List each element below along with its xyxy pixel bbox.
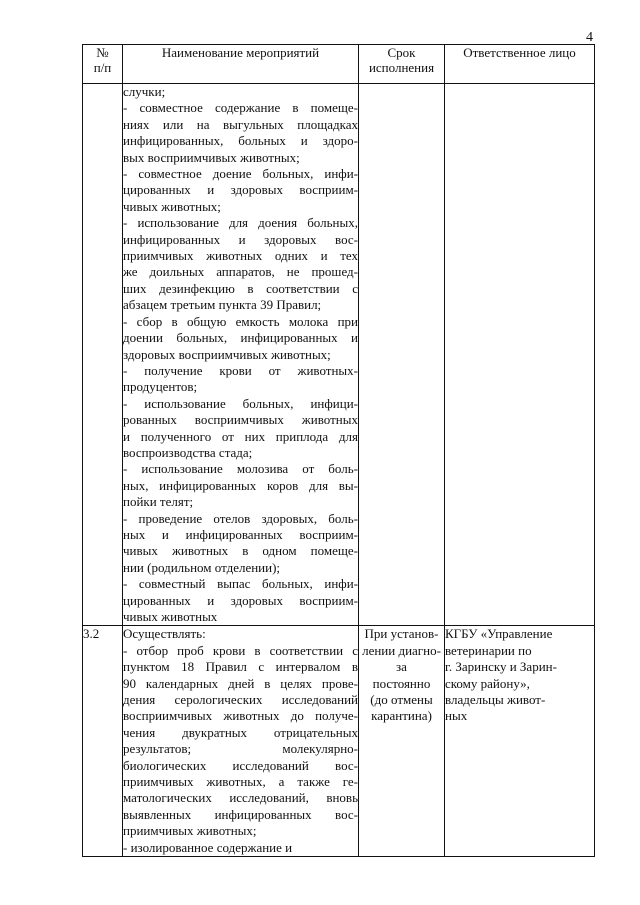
text-line: чения двукратных отрицательных xyxy=(123,724,358,740)
measures-table xyxy=(82,44,595,857)
text-line: - изолированное содержание и xyxy=(123,839,293,855)
text-line: воспроизводства стада; xyxy=(123,444,253,460)
text-line: вых восприимчивых животных; xyxy=(123,149,300,165)
row-term xyxy=(359,84,445,626)
text-line: постоянно xyxy=(372,675,431,691)
text-line: - использование больных, инфици- xyxy=(123,395,358,411)
text-line: пунктом 18 Правил с интервалом в xyxy=(123,659,358,675)
text-line: за xyxy=(396,659,407,675)
text-line: владельцы живот- xyxy=(445,692,546,708)
text-line: цированных и здоровых восприим- xyxy=(123,182,358,198)
text-line: КГБУ «Управление xyxy=(445,626,553,642)
text-line: г. Заринску и Зарин- xyxy=(445,659,557,675)
table-header-row xyxy=(83,45,595,84)
text-line: ниях или на выгульных площадках xyxy=(123,116,358,132)
row-number xyxy=(83,84,123,626)
text-line: ных xyxy=(445,708,468,724)
text-line: абзацем третьим пункта 39 Правил; xyxy=(123,297,322,313)
row-term xyxy=(359,626,445,857)
text-line: - получение крови от животных- xyxy=(123,362,358,378)
text-line: пойки телят; xyxy=(123,494,194,510)
text-line: же доильных аппаратов, не прошед- xyxy=(123,264,358,280)
text-line: рованных восприимчивых животных xyxy=(123,412,358,428)
text-line: - совместный выпас больных, инфи- xyxy=(123,576,358,592)
text-line: При установ- xyxy=(364,626,439,642)
text-line: - отбор проб крови в соответствии с xyxy=(123,642,358,658)
text-line: и полученного от них приплода для xyxy=(123,428,358,444)
text-line: скому району», xyxy=(445,675,530,691)
row-number: 3.2 xyxy=(83,626,123,857)
text-line: - сбор в общую емкость молока при xyxy=(123,313,358,329)
text-line: здоровых восприимчивых животных; xyxy=(123,346,331,362)
text-line: выявленных инфицированных вос- xyxy=(123,806,358,822)
text-line: - проведение отелов здоровых, боль- xyxy=(123,510,358,526)
row-measure-text xyxy=(123,626,359,857)
text-line: - совместное содержание в помеще- xyxy=(123,100,358,116)
text-line: результатов; молекулярно- xyxy=(123,741,358,757)
text-line: чивых животных в одном помеще- xyxy=(123,543,358,559)
text-line: ветеринарии по xyxy=(445,642,532,658)
text-line: матологических исследований, вновь xyxy=(123,790,358,806)
text-line: приимчивых животных, а также ге- xyxy=(123,774,358,790)
text-line: цированных и здоровых восприим- xyxy=(123,592,358,608)
table-row xyxy=(83,84,595,626)
text-line: приимчивых животных; xyxy=(123,823,257,839)
text-line: (до отмены xyxy=(370,692,433,708)
row-responsible xyxy=(445,84,595,626)
header-term: Срок исполнения xyxy=(359,45,445,84)
header-name: Наименование мероприятий xyxy=(123,45,359,84)
text-line: - совместное доение больных, инфи- xyxy=(123,166,358,182)
text-line: приимчивых животных одних и тех xyxy=(123,248,358,264)
row-responsible xyxy=(445,626,595,857)
text-line: инфицированных, больных и здоро- xyxy=(123,133,358,149)
text-line: доении больных, инфицированных и xyxy=(123,330,358,346)
text-line: лении диагно- xyxy=(362,642,441,658)
text-line: нии (родильном отделении); xyxy=(123,559,281,575)
text-line: чивых животных xyxy=(123,609,218,624)
header-num: № п/п xyxy=(83,45,123,84)
text-line: биологических исследований вос- xyxy=(123,757,358,773)
text-line: - использование молозива от боль- xyxy=(123,461,358,477)
table-row xyxy=(83,626,595,857)
text-line: 90 календарных дней в целях прове- xyxy=(123,675,358,691)
text-line: ших дезинфекцию в соответствии с xyxy=(123,280,358,296)
text-line: восприимчивых животных до получе- xyxy=(123,708,358,724)
text-line: продуцентов; xyxy=(123,379,198,395)
header-responsible: Ответственное лицо xyxy=(445,45,595,84)
text-line: чивых животных; xyxy=(123,198,221,214)
text-line: дения серологических исследований xyxy=(123,692,358,708)
text-line: ных, инфицированных коров для вы- xyxy=(123,477,358,493)
text-line: инфицированных и здоровых вос- xyxy=(123,231,358,247)
text-line: карантина) xyxy=(371,708,432,724)
page-number: 4 xyxy=(586,30,593,45)
text-line: - использование для доения больных, xyxy=(123,215,358,231)
text-line: случки; xyxy=(123,84,166,99)
row-measure-text xyxy=(123,84,359,626)
text-line: ных и инфицированных восприим- xyxy=(123,526,358,542)
text-line: Осуществлять: xyxy=(123,626,206,642)
